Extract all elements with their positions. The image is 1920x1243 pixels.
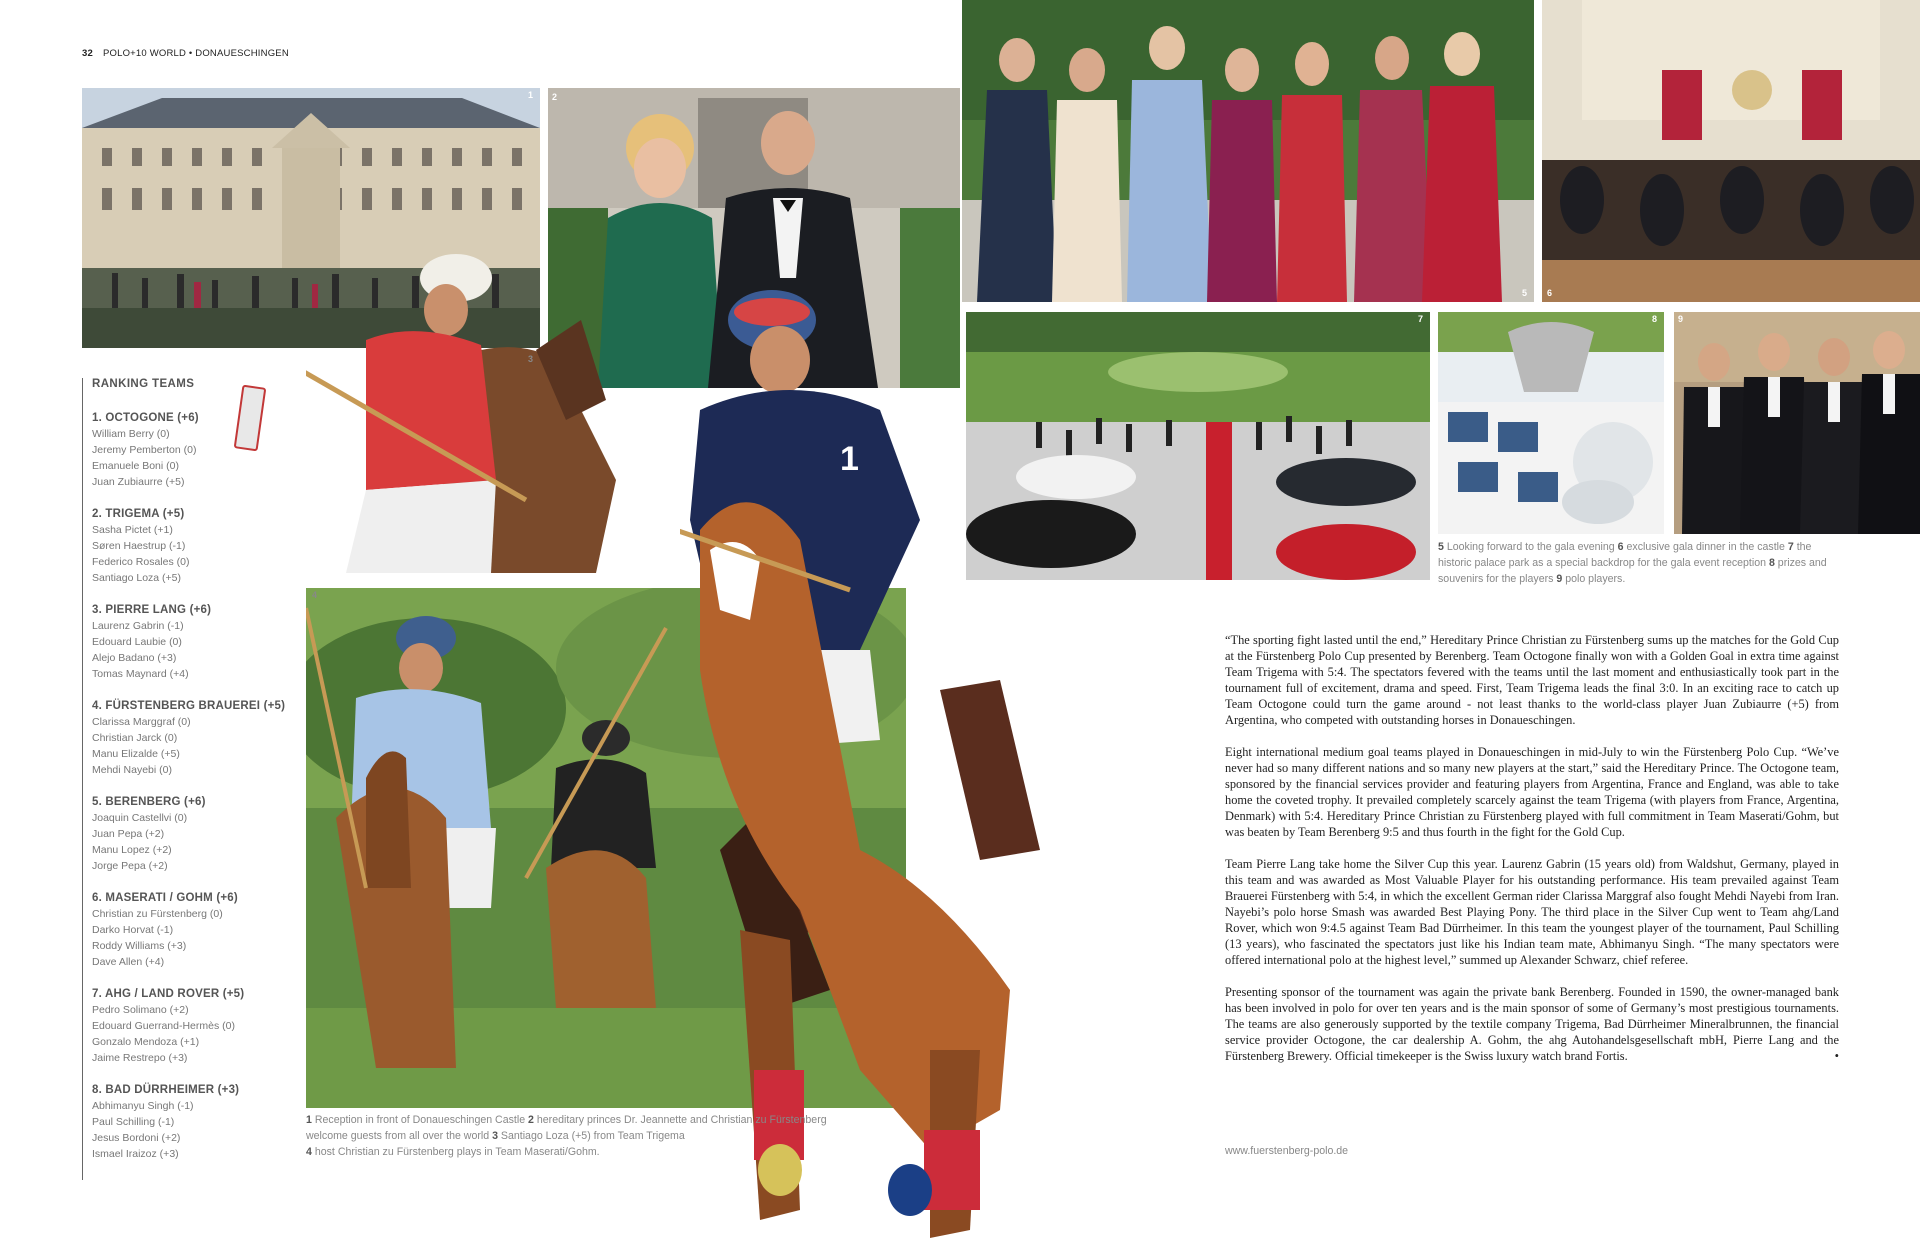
website-link[interactable]: www.fuerstenberg-polo.de xyxy=(1225,1145,1349,1157)
ranking-player: Federico Rosales (0) xyxy=(92,556,190,568)
caption-number-6: 6 xyxy=(1617,541,1624,553)
article-end-mark: • xyxy=(1834,1049,1839,1063)
photo-number-2: 2 xyxy=(552,92,558,102)
photo-polo-players xyxy=(1674,312,1920,534)
ranking-player: Emanuele Boni (0) xyxy=(92,460,179,472)
ranking-team xyxy=(92,412,312,490)
section-label-left: POLO+10 WORLD • DONAUESCHINGEN xyxy=(102,48,289,59)
ranking-player: Edouard Guerrand-Hermès (0) xyxy=(92,1020,235,1032)
ranking-player: Dave Allen (+4) xyxy=(92,956,165,968)
ranking-player: William Berry (0) xyxy=(92,428,170,440)
ranking-team-name: 4. FÜRSTENBERG BRAUEREI (+5) xyxy=(92,700,286,712)
ranking-team xyxy=(92,604,312,682)
caption-text-7: the historic palace park as a special backdrop for the gala event reception xyxy=(1438,541,1812,569)
caption-number-1: 1 xyxy=(306,1114,312,1126)
ranking-player: Gonzalo Mendoza (+1) xyxy=(92,1036,200,1048)
caption-text-4: host Christian zu Fürstenberg plays in Team Maserati/Gohm. xyxy=(311,1146,600,1158)
caption-number-9: 9 xyxy=(1556,573,1563,585)
ranking-player: Pedro Solimano (+2) xyxy=(92,1004,189,1016)
ranking-team xyxy=(92,892,312,970)
ranking-player: Mehdi Nayebi (0) xyxy=(92,764,172,776)
ranking-team-name: 1. OCTOGONE (+6) xyxy=(92,412,199,424)
caption-right xyxy=(1438,539,1838,587)
ranking-heading: RANKING TEAMS xyxy=(92,378,195,390)
ranking-team-list xyxy=(92,412,312,1162)
caption-text-1: Reception in front of Donaueschingen Castle xyxy=(311,1114,529,1126)
ranking-team xyxy=(92,700,312,778)
photo-number-6: 6 xyxy=(1547,288,1553,298)
ranking-team-name: 5. BERENBERG (+6) xyxy=(92,796,206,808)
ranking-team xyxy=(92,796,312,874)
ranking-player: Roddy Williams (+3) xyxy=(92,940,187,952)
ranking-team-name: 3. PIERRE LANG (+6) xyxy=(92,604,212,616)
caption-number-4: 4 xyxy=(306,1146,312,1158)
ranking-team-name: 2. TRIGEMA (+5) xyxy=(92,508,185,520)
ranking-player: Paul Schilling (-1) xyxy=(92,1116,175,1128)
caption-number-8: 8 xyxy=(1768,557,1775,569)
photo-number-4: 4 xyxy=(312,590,318,600)
ranking-player: Darko Horvat (-1) xyxy=(92,924,174,936)
ranking-sidebar xyxy=(82,378,312,1180)
photo-number-7: 7 xyxy=(1418,314,1424,324)
ranking-player: Juan Pepa (+2) xyxy=(92,828,165,840)
article-paragraph-4: Presenting sponsor of the tournament was again the private bank Berenberg. Founded in 1590, the owner-managed bank has been involved in polo for over ten years and is the main sponsor of some of Germany’s most prestigious tournaments. The teams are also generously supported by the textile company Trigema, Bad Dürrheimer Mineralbrunnen, the financial service provider Octogone, the car dealership A. Gohm, the ahg Autohandelsgesellschaft mbH, Pierre Lang and the Fürstenberg Brewery. Official timekeeper is the Swiss luxury watch brand Fortis. xyxy=(1225,985,1839,1063)
photo-number-3: 3 xyxy=(528,354,534,364)
ranking-player: Manu Elizalde (+5) xyxy=(92,748,180,760)
ranking-player: Clarissa Marggraf (0) xyxy=(92,716,191,728)
ranking-player: Manu Lopez (+2) xyxy=(92,844,172,856)
caption-number-7: 7 xyxy=(1787,541,1794,553)
folio-left xyxy=(82,48,289,59)
ranking-team xyxy=(92,988,312,1066)
ranking-player: Ismael Iraizoz (+3) xyxy=(92,1148,179,1160)
ranking-player: Jorge Pepa (+2) xyxy=(92,860,168,872)
ranking-player: Jesus Bordoni (+2) xyxy=(92,1132,181,1144)
ranking-player: Tomas Maynard (+4) xyxy=(92,668,189,680)
photo-number-9: 9 xyxy=(1678,314,1684,324)
ranking-player: Laurenz Gabrin (-1) xyxy=(92,620,184,632)
photo-prizes xyxy=(1438,312,1664,534)
caption-number-2: 2 xyxy=(528,1114,534,1126)
ranking-player: Edouard Laubie (0) xyxy=(92,636,182,648)
ranking-team-name: 6. MASERATI / GOHM (+6) xyxy=(92,892,238,904)
ranking-player: Santiago Loza (+5) xyxy=(92,572,182,584)
photo-gala-dinner xyxy=(1542,0,1920,302)
caption-text-6: exclusive gala dinner in the castle xyxy=(1623,541,1788,553)
ranking-player: Alejo Badano (+3) xyxy=(92,652,177,664)
caption-text-2: hereditary princes Dr. Jeannette and Christian zu Fürstenberg welcome guests from all over the world xyxy=(306,1114,827,1142)
caption-text-9: polo players. xyxy=(1562,573,1626,585)
photo-number-1: 1 xyxy=(528,90,534,100)
ranking-team-name: 8. BAD DÜRRHEIMER (+3) xyxy=(92,1084,240,1096)
ranking-player: Jaime Restrepo (+3) xyxy=(92,1052,188,1064)
ranking-team xyxy=(92,1084,312,1162)
ranking-team-name: 7. AHG / LAND ROVER (+5) xyxy=(92,988,245,1000)
page-number-left: 32 xyxy=(82,48,93,59)
article-paragraph-2: Eight international medium goal teams played in Donaueschingen in mid-July to win the Fürstenberg Polo Cup. “We’ve never had so many different nations and so many new players at the start,” said the Hereditary Prince. The Octogone team, sponsored by the financial services provider and featuring players from Argentina, France and England, was able to take home the coveted trophy. It prevailed completely scarcely against the team Trigema (with players from France, Argentina, Denmark) with 5:4. Hereditary Prince Christian zu Fürstenberg played with full commitment in Team Maserati/Gohm, but was beaten by Team Berenberg 9:5 and thus fourth in the fight for the Gold Cup. xyxy=(1225,745,1839,839)
caption-number-5: 5 xyxy=(1438,541,1444,553)
article-paragraph-1: “The sporting fight lasted until the end,” Hereditary Prince Christian zu Fürstenberg sums up the matches for the Gold Cup at the Fürstenberg Polo Cup presented by Berenberg. Team Octogone finally won with a Golden Goal in extra time against Team Trigema with 5:4. The spectators fevered with the teams until the last moment and enthusiastically took part in the tournament full of excitement, drama and speed. First, Team Trigema leads the final 3:0. In an exciting race to catch up Team Octogone could turn the game around - not least thanks to the world-class player Juan Zubiaurre (+5) from Argentina, who competed with outstanding horses in Donaueschingen. xyxy=(1225,633,1839,727)
ranking-player: Abhimanyu Singh (-1) xyxy=(92,1100,194,1112)
caption-text-3: Santiago Loza (+5) from Team Trigema xyxy=(497,1130,685,1142)
article-body xyxy=(1225,632,1839,1068)
photo-number-5: 5 xyxy=(1522,288,1528,298)
jersey-number: 1 xyxy=(840,440,859,478)
caption-text-8: prizes and souvenirs for the players xyxy=(1438,557,1827,585)
photo-palace-park xyxy=(966,312,1430,580)
ranking-player: Juan Zubiaurre (+5) xyxy=(92,476,185,488)
ranking-player: Christian zu Fürstenberg (0) xyxy=(92,908,223,920)
ranking-player: Søren Haestrup (-1) xyxy=(92,540,186,552)
photo-trigema-player xyxy=(306,250,662,573)
ranking-player: Jeremy Pemberton (0) xyxy=(92,444,197,456)
photo-gala-guests xyxy=(962,0,1534,302)
article-paragraph-3: Team Pierre Lang take home the Silver Cup this year. Laurenz Gabrin (15 years old) from Waldshut, Germany, played in this team and was awarded as Most Valuable Player for his outstanding performance. His team prevailed against Team Brauerei Fürstenberg with 5:4, in which the excellent German rider Clarissa Marggraf also fought Mehdi Nayebi from Iran. Nayebi’s polo horse Smash was awarded Best Playing Pony. The third place in the Silver Cup went to Team ahg/Land Rover, which won 9:4.5 against Team Bad Dürrheimer. In this team the youngest player of the tournament, Paul Schilling (13 years), who fascinated the spectators just like his Indian team mate, Abhimanyu Singh. “The many spectators were offered international polo at the highest level,” summed up Alexander Schwarz, chief referee. xyxy=(1225,857,1839,967)
photo-number-8: 8 xyxy=(1652,314,1658,324)
caption-left xyxy=(306,1112,866,1160)
caption-number-3: 3 xyxy=(492,1130,498,1142)
ranking-player: Christian Jarck (0) xyxy=(92,732,178,744)
ranking-team xyxy=(92,508,312,586)
ranking-player: Joaquin Castellvi (0) xyxy=(92,812,188,824)
caption-text-5: Looking forward to the gala evening xyxy=(1443,541,1618,553)
ranking-player: Sasha Pictet (+1) xyxy=(92,524,173,536)
